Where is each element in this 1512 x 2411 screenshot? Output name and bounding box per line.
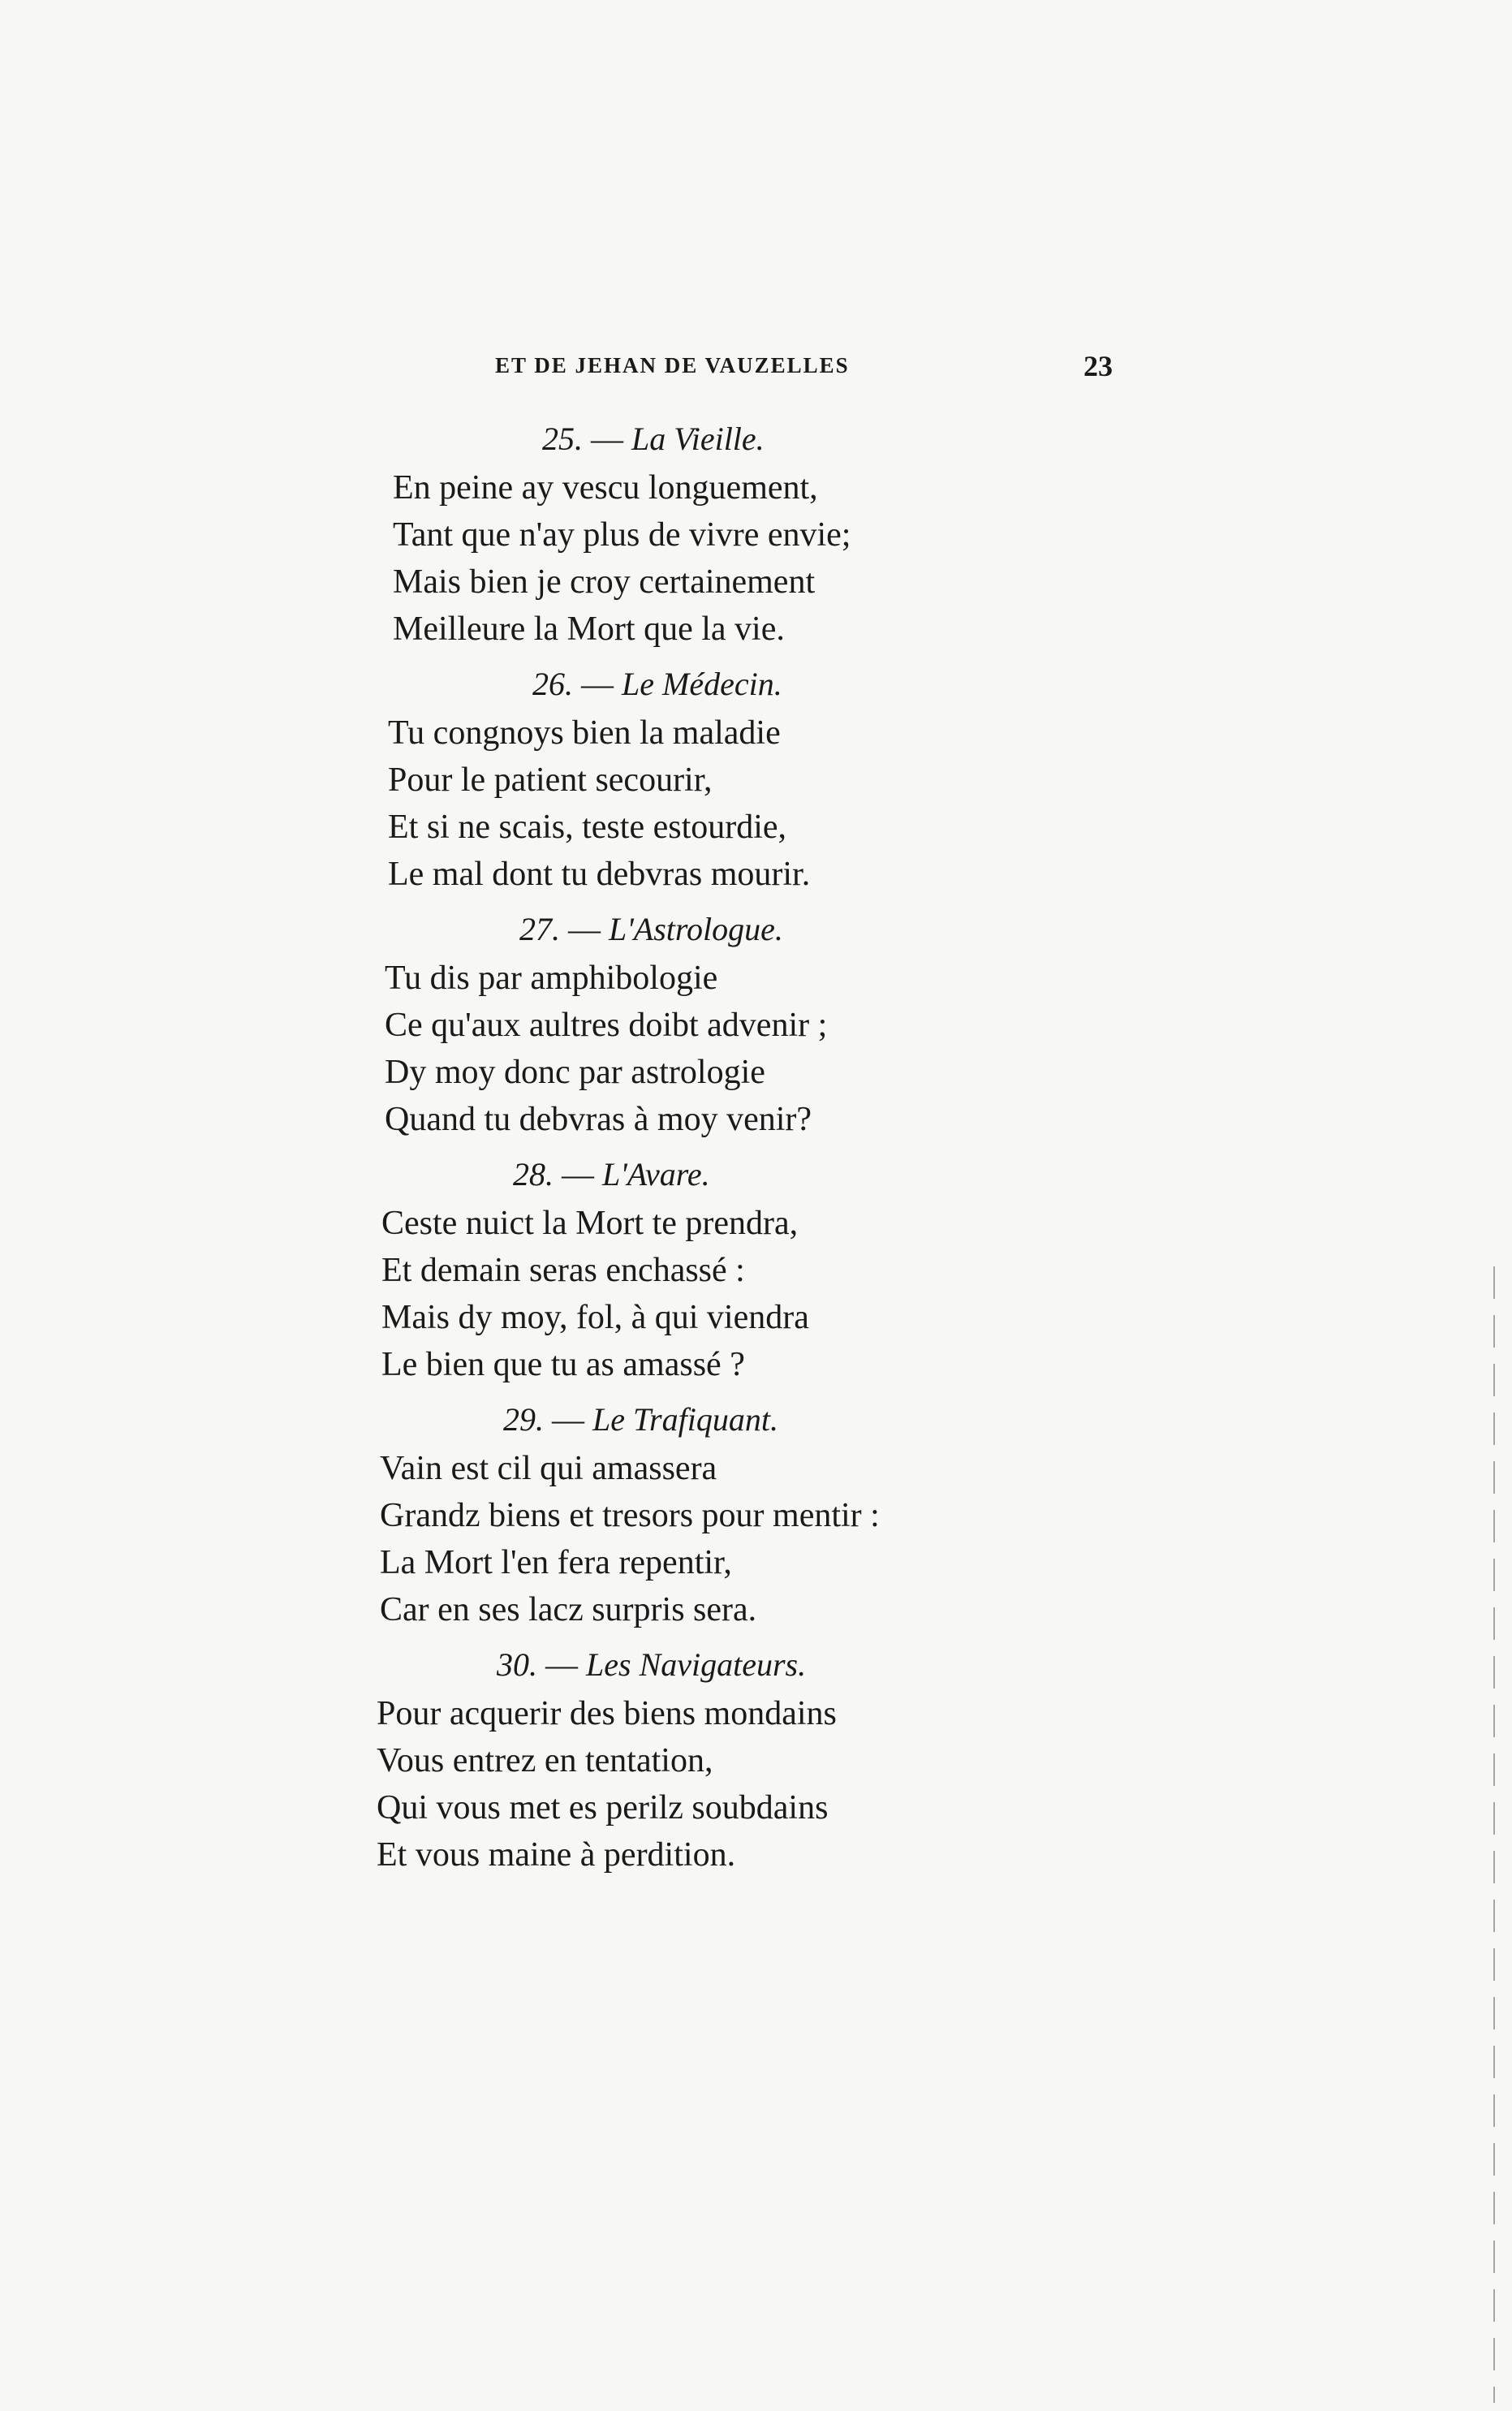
verse-line: Quand tu debvras à moy venir? bbox=[385, 1101, 812, 1138]
dash: — bbox=[581, 666, 614, 702]
verse-line: En peine ay vescu longuement, bbox=[393, 469, 818, 507]
dash: — bbox=[552, 1401, 584, 1438]
stanza-title: L'Avare. bbox=[602, 1156, 710, 1193]
verse-line: Vous entrez en tentation, bbox=[377, 1742, 713, 1779]
poem-body bbox=[0, 414, 1512, 1885]
verse-line: Grandz biens et tresors pour mentir : bbox=[380, 1497, 880, 1534]
stanza-title: La Vieille. bbox=[631, 421, 765, 457]
verse-line: Et demain seras enchassé : bbox=[381, 1252, 745, 1289]
stanza-title: Le Médecin. bbox=[622, 666, 782, 702]
stanza-number: 30. bbox=[497, 1646, 537, 1683]
stanza-30 bbox=[0, 1640, 1512, 1878]
page-number: 23 bbox=[1083, 350, 1113, 382]
verse-line: Pour acquerir des biens mondains bbox=[377, 1695, 837, 1732]
stanza-heading bbox=[0, 904, 1512, 955]
stanza-heading bbox=[0, 1640, 1512, 1690]
page-edge-shadow bbox=[1493, 1266, 1495, 2403]
stanza-title: L'Astrologue. bbox=[609, 911, 783, 947]
stanza-title: Les Navigateurs. bbox=[586, 1646, 807, 1683]
running-head: ET DE JEHAN DE VAUZELLES bbox=[495, 353, 850, 377]
verse-line: La Mort l'en fera repentir, bbox=[380, 1544, 732, 1581]
verse-line: Tu congnoys bien la maladie bbox=[388, 714, 781, 752]
verse-block bbox=[0, 1445, 1512, 1633]
verse-block bbox=[0, 955, 1512, 1143]
stanza-heading bbox=[0, 414, 1512, 464]
dash: — bbox=[568, 911, 601, 947]
verse-line: Tu dis par amphibologie bbox=[385, 960, 718, 997]
verse-line: Ce qu'aux aultres doibt advenir ; bbox=[385, 1007, 828, 1044]
stanza-28 bbox=[0, 1149, 1512, 1388]
stanza-number: 27. bbox=[519, 911, 560, 947]
verse-line: Tant que n'ay plus de vivre envie; bbox=[393, 516, 851, 554]
stanza-26 bbox=[0, 659, 1512, 898]
verse-line: Le mal dont tu debvras mourir. bbox=[388, 856, 811, 893]
stanza-27 bbox=[0, 904, 1512, 1143]
verse-line: Mais dy moy, fol, à qui viendra bbox=[381, 1299, 809, 1336]
verse-line: Vain est cil qui amassera bbox=[380, 1450, 717, 1487]
verse-line: Car en ses lacz surpris sera. bbox=[380, 1591, 757, 1628]
verse-line: Qui vous met es perilz soubdains bbox=[377, 1789, 829, 1827]
verse-line: Mais bien je croy certainement bbox=[393, 563, 816, 601]
dash: — bbox=[545, 1646, 578, 1683]
verse-line: Dy moy donc par astrologie bbox=[385, 1054, 765, 1091]
verse-block bbox=[0, 464, 1512, 653]
stanza-number: 28. bbox=[513, 1156, 554, 1193]
dash: — bbox=[591, 421, 623, 457]
stanza-29 bbox=[0, 1395, 1512, 1633]
stanza-number: 26. bbox=[532, 666, 573, 702]
verse-block bbox=[0, 1200, 1512, 1388]
verse-line: Pour le patient secourir, bbox=[388, 761, 713, 799]
verse-block bbox=[0, 709, 1512, 898]
stanza-title: Le Trafiquant. bbox=[592, 1401, 778, 1438]
dash: — bbox=[562, 1156, 594, 1193]
verse-line: Ceste nuict la Mort te prendra, bbox=[381, 1205, 799, 1242]
stanza-number: 29. bbox=[503, 1401, 544, 1438]
verse-block bbox=[0, 1690, 1512, 1878]
verse-line: Et vous maine à perdition. bbox=[377, 1836, 736, 1874]
stanza-heading bbox=[0, 1149, 1512, 1200]
verse-line: Le bien que tu as amassé ? bbox=[381, 1346, 745, 1383]
stanza-heading bbox=[0, 659, 1512, 709]
stanza-25 bbox=[0, 414, 1512, 653]
verse-line: Et si ne scais, teste estourdie, bbox=[388, 809, 787, 846]
stanza-number: 25. bbox=[542, 421, 583, 457]
stanza-heading bbox=[0, 1395, 1512, 1445]
verse-line: Meilleure la Mort que la vie. bbox=[393, 610, 785, 648]
